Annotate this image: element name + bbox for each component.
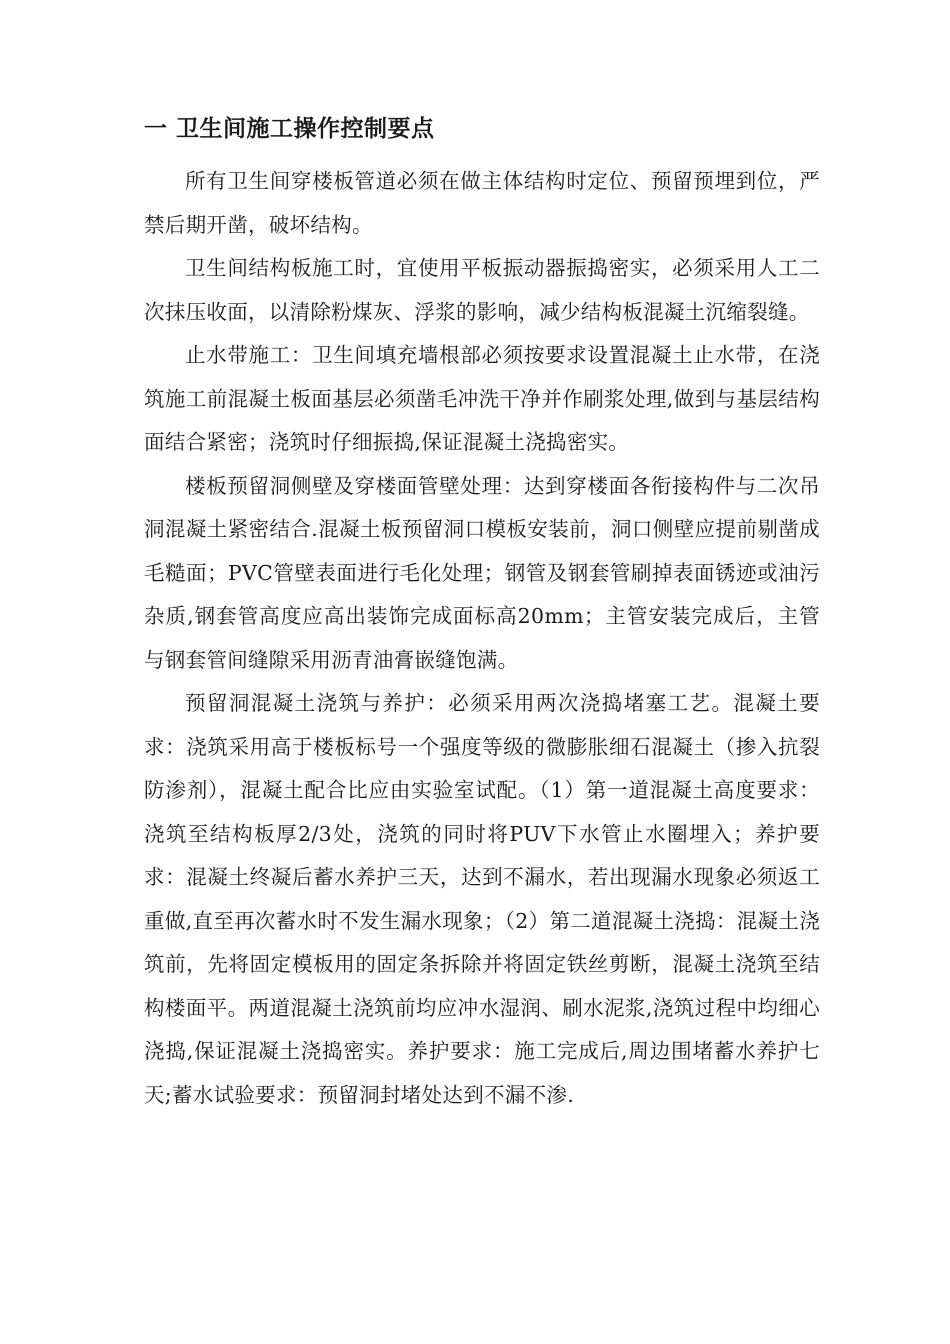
- paragraph-waterstop: 止水带施工：卫生间填充墙根部必须按要求设置混凝土止水带，在浇筑施工前混凝土板面基层必须凿毛冲洗干净并作刷浆处理,做到与基层结构面结合紧密；浇筑时仔细振捣,保证混凝土浇捣密实。: [144, 343, 820, 454]
- section-heading: 一 卫生间施工操作控制要点: [144, 116, 435, 142]
- document-body: [144, 160, 820, 1117]
- paragraph-opening-pouring-curing: 预留洞混凝土浇筑与养护：必须采用两次浇捣堵塞工艺。混凝土要求：浇筑采用高于楼板标号一个强度等级的微膨胀细石混凝土（掺入抗裂防渗剂），混凝土配合比应由实验室试配。（1）第一道混凝土高度要求：浇筑至结构板厚2/3处，浇筑的同时将PUV下水管止水圈埋入；养护要求：混凝土终凝后蓄水养护三天，达到不漏水，若出现漏水现象必须返工重做,直至再次蓄水时不发生漏水现象；（2）第二道混凝土浇捣：混凝土浇筑前，先将固定模板用的固定条拆除并将固定铁丝剪断，混凝土浇筑至结构楼面平。两道混凝土浇筑前均应冲水湿润、刷水泥浆,浇筑过程中均细心浇捣,保证混凝土浇捣密实。养护要求：施工完成后,周边围堵蓄水养护七天;蓄水试验要求：预留洞封堵处达到不漏不渗.: [144, 691, 820, 1107]
- paragraph-opening-treatment: 楼板预留洞侧壁及穿楼面管壁处理：达到穿楼面各衔接构件与二次吊洞混凝土紧密结合.混凝土板预留洞口模板安装前，洞口侧壁应提前剔凿成毛糙面；PVC管壁表面进行毛化处理；钢管及钢套管刷掉表面锈迹或油污杂质,钢套管高度应高出装饰完成面标高20mm；主管安装完成后，主管与钢套管间缝隙采用沥青油膏嵌缝饱满。: [144, 473, 820, 672]
- paragraph-pipe-positioning: 所有卫生间穿楼板管道必须在做主体结构时定位、预留预埋到位，严禁后期开凿，破坏结构。: [144, 169, 820, 237]
- paragraph-slab-construction: 卫生间结构板施工时，宜使用平板振动器振捣密实，必须采用人工二次抹压收面，以清除粉煤灰、浮浆的影响，减少结构板混凝土沉缩裂缝。: [144, 256, 820, 324]
